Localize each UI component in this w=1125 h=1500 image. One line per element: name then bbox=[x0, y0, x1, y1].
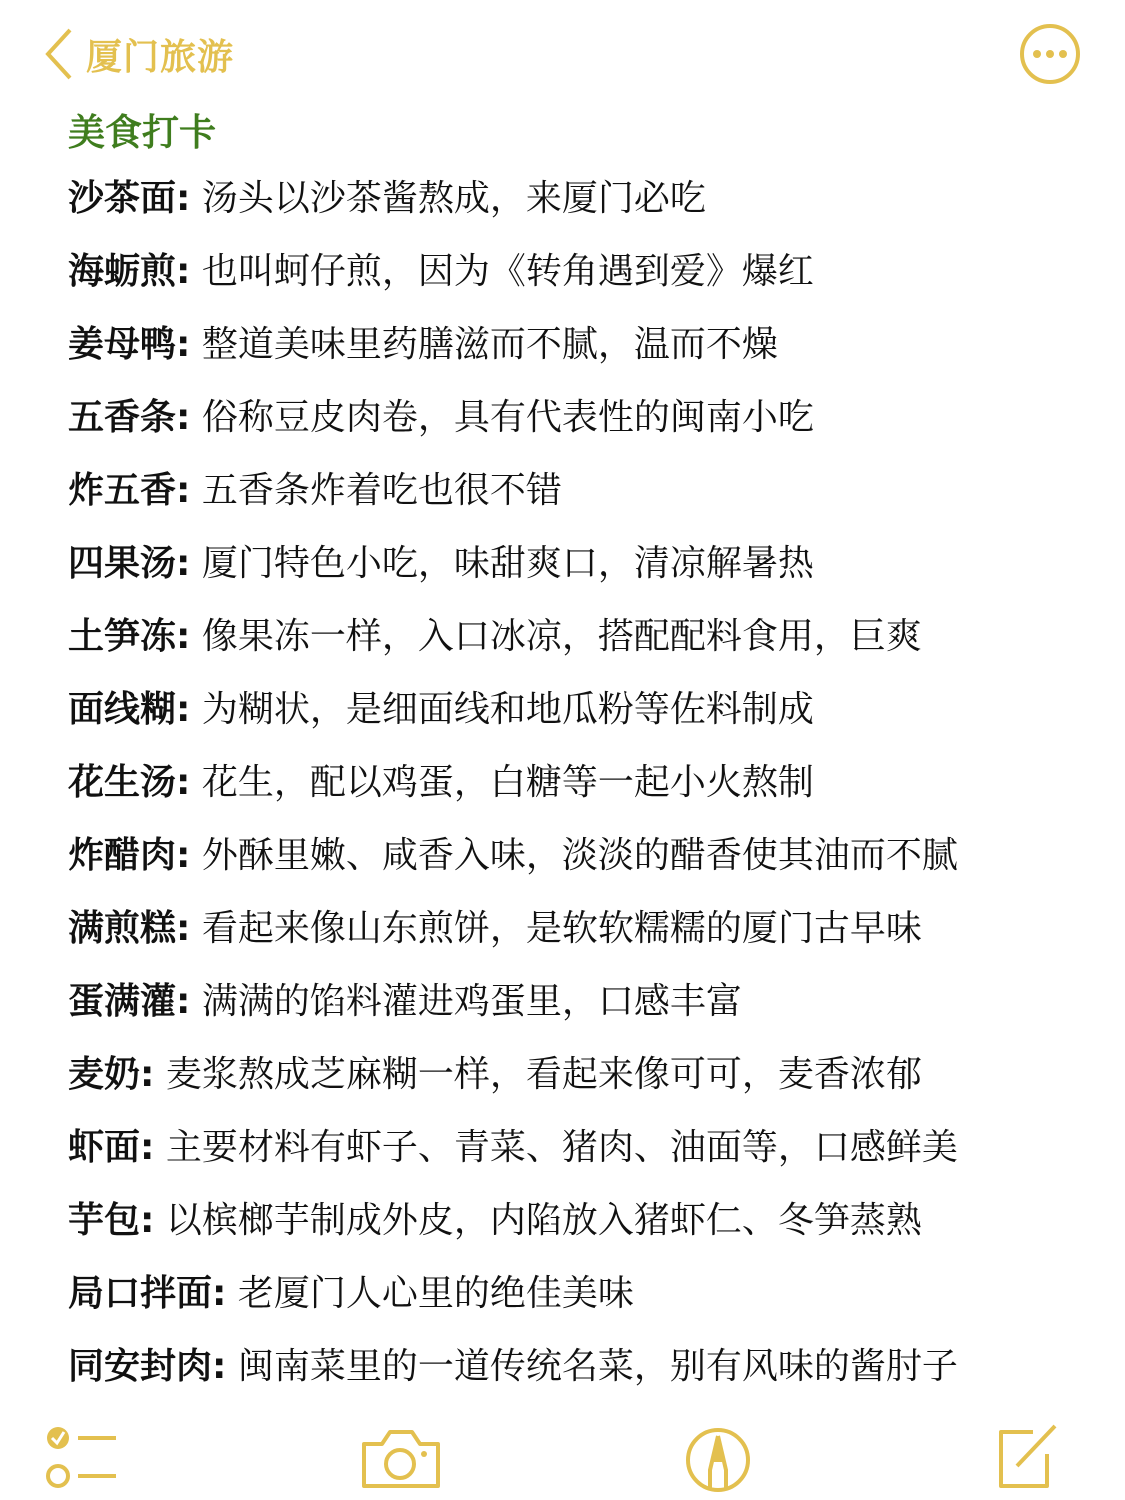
food-item bbox=[68, 610, 1125, 683]
food-item bbox=[68, 391, 1125, 464]
food-item bbox=[68, 245, 1125, 318]
food-item bbox=[68, 902, 1125, 975]
food-description: 也叫蚵仔煎，因为《转角遇到爱》爆红 bbox=[201, 251, 814, 292]
food-item bbox=[68, 464, 1125, 537]
food-name: 虾面: bbox=[68, 1127, 155, 1168]
food-name: 炸五香: bbox=[68, 470, 191, 511]
food-name: 花生汤: bbox=[68, 762, 191, 803]
food-name: 炸醋肉: bbox=[68, 835, 191, 876]
food-name: 麦奶: bbox=[68, 1054, 155, 1095]
back-label: 厦门旅游 bbox=[86, 36, 235, 78]
food-name: 四果汤: bbox=[68, 543, 191, 584]
food-description: 俗称豆皮肉卷，具有代表性的闽南小吃 bbox=[201, 397, 814, 438]
food-description: 外酥里嫩、咸香入味，淡淡的醋香使其油而不腻 bbox=[201, 835, 958, 876]
compose-icon[interactable] bbox=[995, 1420, 1065, 1500]
food-item bbox=[68, 1340, 1125, 1413]
food-name: 满煎糕: bbox=[68, 908, 191, 949]
food-item bbox=[68, 756, 1125, 829]
food-description: 老厦门人心里的绝佳美味 bbox=[237, 1273, 634, 1314]
note-heading: 美食打卡 bbox=[68, 111, 216, 154]
food-description: 汤头以沙茶酱熬成，来厦门必吃 bbox=[201, 178, 706, 219]
food-name: 芋包: bbox=[68, 1200, 155, 1241]
food-description: 花生，配以鸡蛋，白糖等一起小火熬制 bbox=[201, 762, 814, 803]
food-name: 蛋满灌: bbox=[68, 981, 191, 1022]
food-description: 闽南菜里的一道传统名菜，别有风味的酱肘子 bbox=[237, 1346, 958, 1387]
food-item bbox=[68, 318, 1125, 391]
food-name: 土笋冻: bbox=[68, 616, 191, 657]
food-description: 主要材料有虾子、青菜、猪肉、油面等，口感鲜美 bbox=[165, 1127, 958, 1168]
food-description: 厦门特色小吃，味甜爽口，清凉解暑热 bbox=[201, 543, 814, 584]
food-name: 姜母鸭: bbox=[68, 324, 191, 365]
food-item bbox=[68, 1267, 1125, 1340]
more-options-button[interactable] bbox=[1020, 24, 1080, 84]
food-item bbox=[68, 829, 1125, 902]
food-name: 同安封肉: bbox=[68, 1346, 227, 1387]
food-item bbox=[68, 1048, 1125, 1121]
chevron-left-icon bbox=[40, 24, 80, 84]
food-description: 五香条炸着吃也很不错 bbox=[201, 470, 562, 511]
camera-icon[interactable] bbox=[360, 1420, 444, 1500]
food-description: 以槟榔芋制成外皮，内陷放入猪虾仁、冬笋蒸熟 bbox=[165, 1200, 922, 1241]
food-item bbox=[68, 975, 1125, 1048]
markup-pen-icon[interactable] bbox=[682, 1420, 754, 1500]
food-name: 局口拌面: bbox=[68, 1273, 227, 1314]
food-name: 五香条: bbox=[68, 397, 191, 438]
food-name: 海蛎煎: bbox=[68, 251, 191, 292]
more-icon bbox=[1033, 50, 1041, 58]
food-name: 沙茶面: bbox=[68, 178, 191, 219]
bottom-toolbar bbox=[0, 1420, 1125, 1500]
food-description: 看起来像山东煎饼，是软软糯糯的厦门古早味 bbox=[201, 908, 922, 949]
back-button[interactable] bbox=[40, 24, 234, 84]
note-body[interactable] bbox=[68, 172, 1125, 1413]
checklist-icon[interactable] bbox=[42, 1420, 122, 1500]
food-description: 麦浆熬成芝麻糊一样，看起来像可可，麦香浓郁 bbox=[165, 1054, 922, 1095]
food-description: 整道美味里药膳滋而不腻，温而不燥 bbox=[201, 324, 778, 365]
food-description: 满满的馅料灌进鸡蛋里，口感丰富 bbox=[201, 981, 742, 1022]
food-name: 面线糊: bbox=[68, 689, 191, 730]
food-description: 像果冻一样，入口冰凉，搭配配料食用，巨爽 bbox=[201, 616, 922, 657]
food-item bbox=[68, 1194, 1125, 1267]
food-item bbox=[68, 1121, 1125, 1194]
food-item bbox=[68, 683, 1125, 756]
food-description: 为糊状，是细面线和地瓜粉等佐料制成 bbox=[201, 689, 814, 730]
food-item bbox=[68, 172, 1125, 245]
food-item bbox=[68, 537, 1125, 610]
